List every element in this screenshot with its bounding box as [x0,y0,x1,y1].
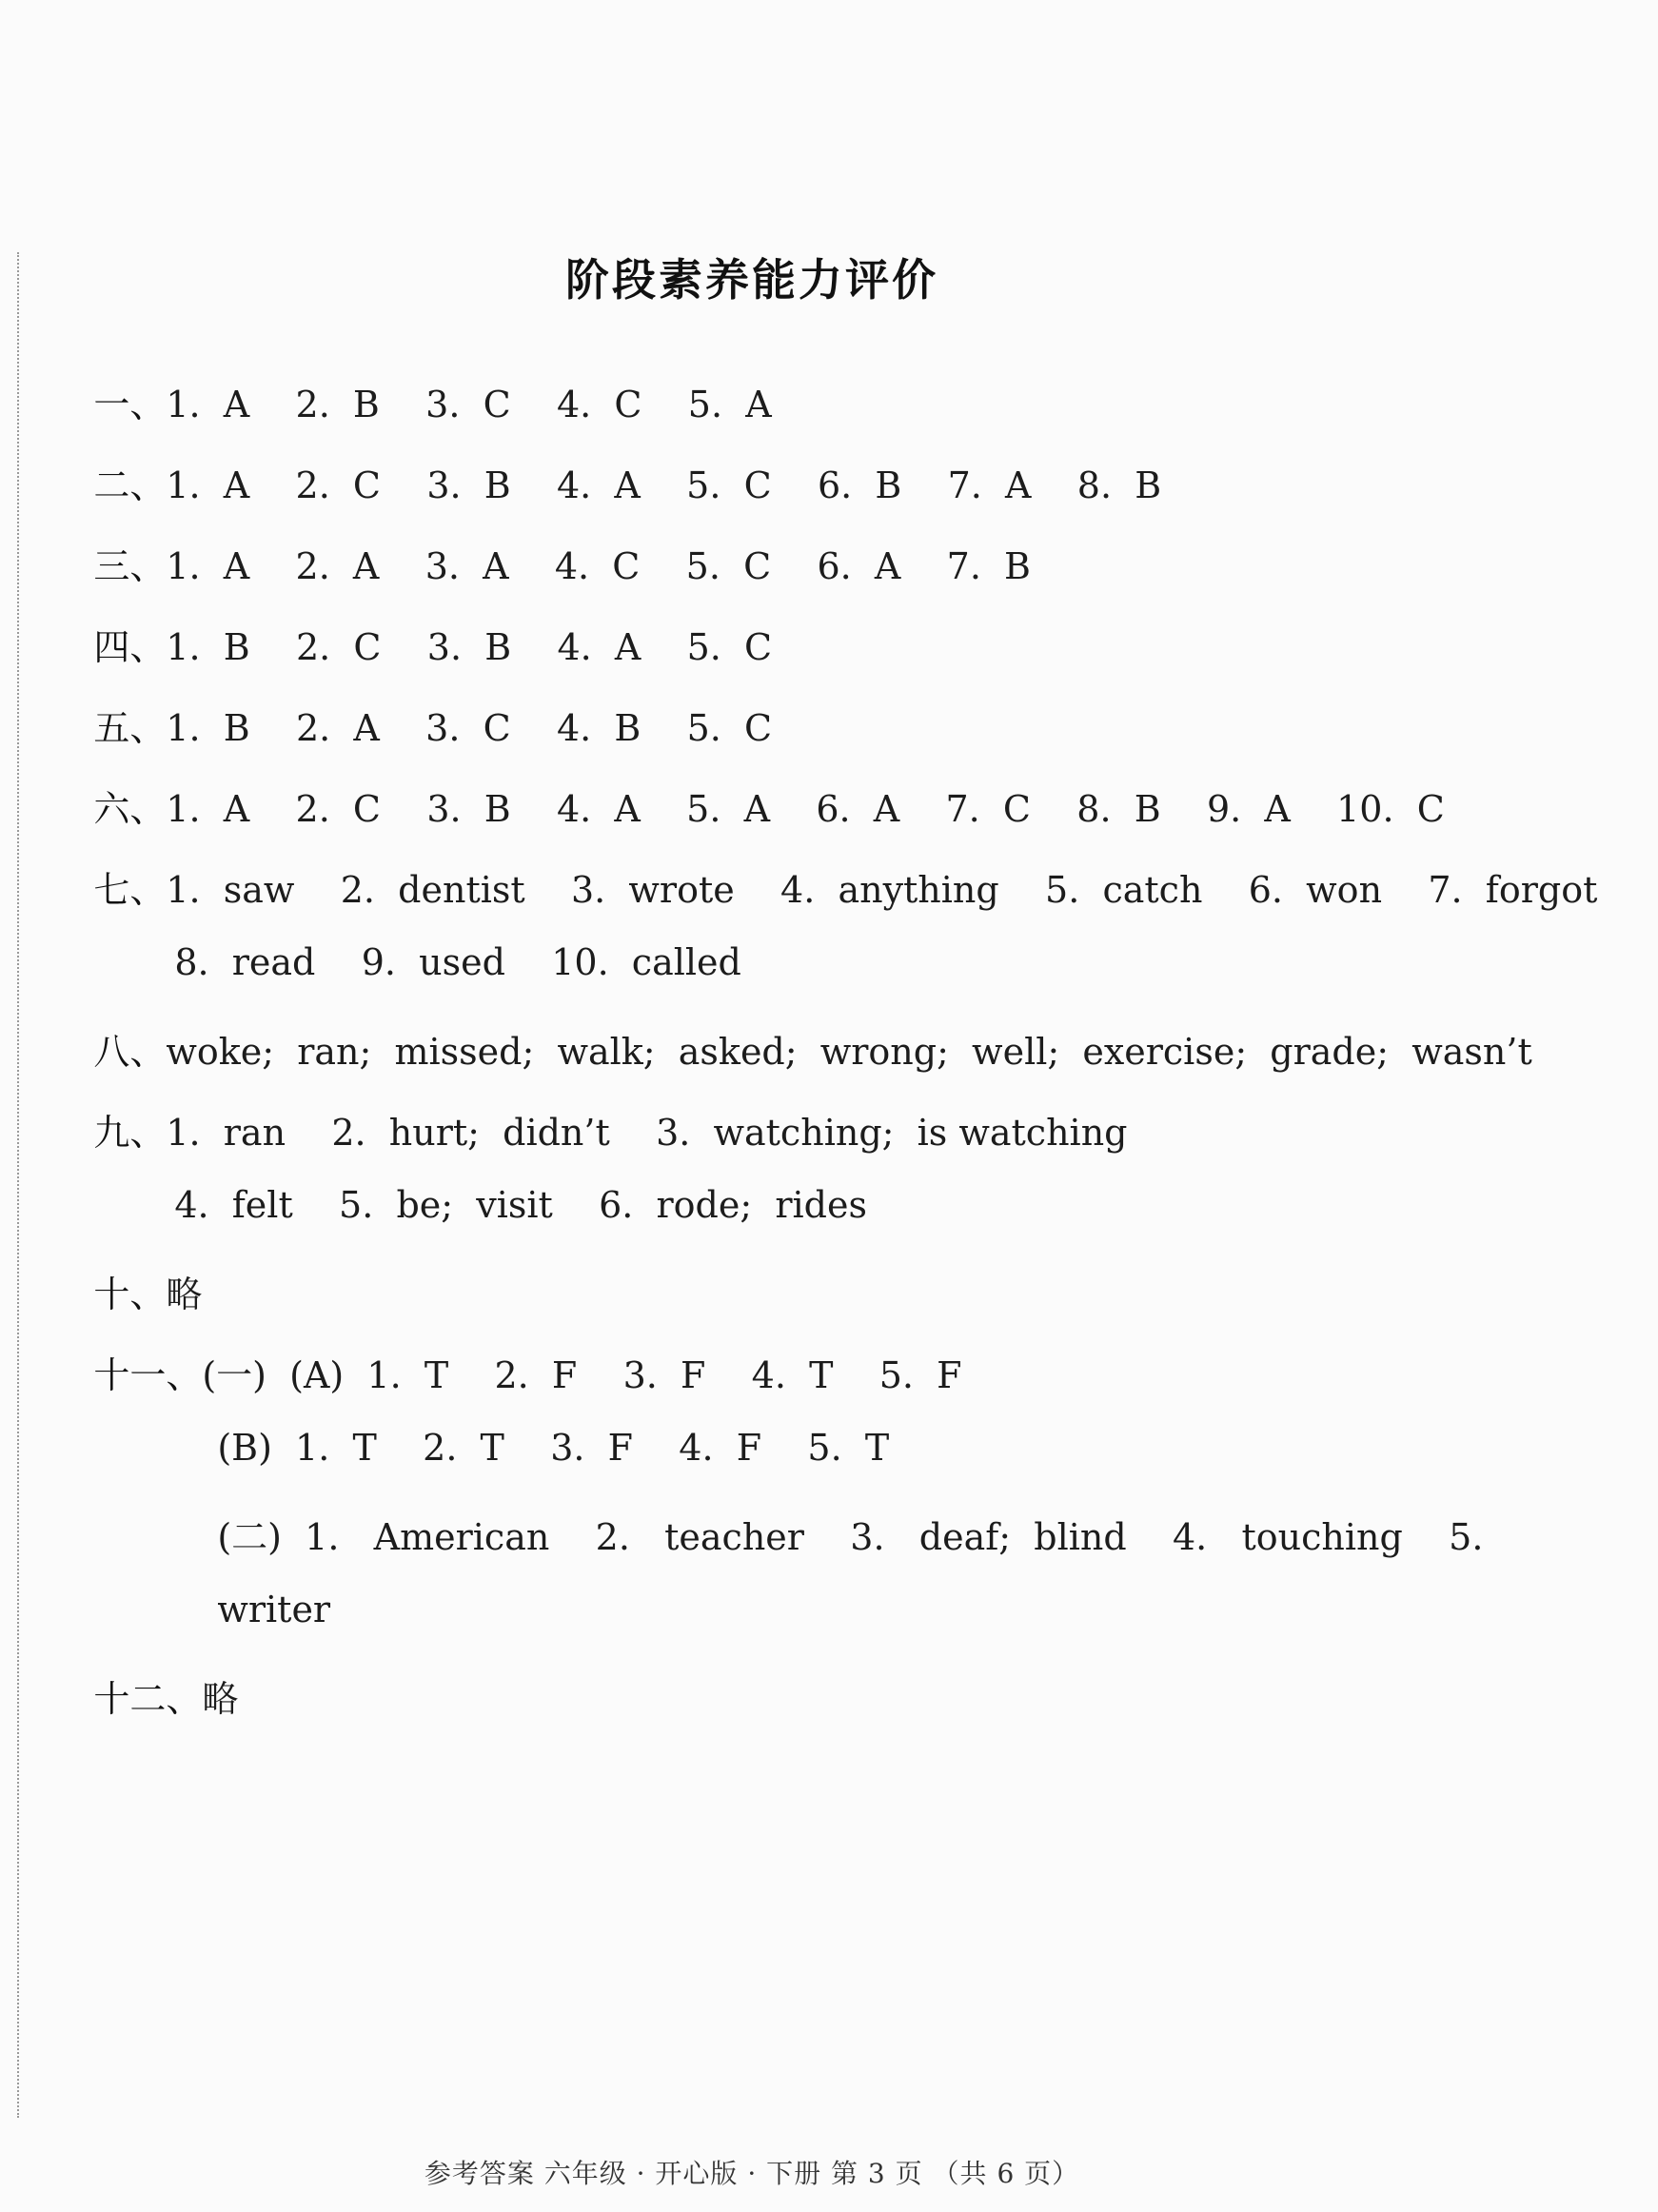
answer-line-11-part2 [171,1466,1483,1602]
section-label: 八、 [93,1031,167,1073]
answer-text: 1. A 2. C 3. B 4. A 5. A 6. A 7. C 8. B 9. A 10. C [166,788,1445,830]
section-label: 七、 [93,869,167,911]
answer-text: (一) (A) 1. T 2. F 3. F 4. T 5. F [202,1354,962,1396]
answer-text: 1. A 2. C 3. B 4. A 5. C 6. B 7. A 8. B [166,464,1162,506]
answer-text: 4. felt 5. be; visit 6. rode; rides [174,1184,867,1226]
answer-text: 1. A 2. A 3. A 4. C 5. C 6. A 7. B [166,545,1031,587]
answer-text: (B) 1. T 2. T 3. F 4. F 5. T [217,1427,890,1469]
answer-text: woke; ran; missed; walk; asked; wrong; well; exercise; grade; wasn’t [166,1031,1532,1073]
section-label: 十二、 [93,1678,203,1720]
answer-text: 1. B 2. C 3. B 4. A 5. C [166,626,773,668]
binding-dotted-line [17,252,19,2118]
section-label: 二、 [93,464,167,506]
section-label: 五、 [93,707,167,749]
answer-text: 略 [202,1678,239,1720]
answer-text: writer [217,1589,331,1630]
answer-text: 1. saw 2. dentist 3. wrote 4. anything 5. catch 6. won 7. forgot [166,869,1598,911]
answer-text: 略 [166,1274,203,1315]
section-label: 九、 [93,1112,167,1154]
section-label: 十一、 [93,1354,203,1396]
section-label: 一、 [93,384,167,425]
answer-line-9-continued [128,1142,867,1268]
answer-text: (二) 1. American 2. teacher 3. deaf; blind 4. touching 5. [217,1516,1484,1558]
page-title: 阶段素养能力评价 [565,254,938,306]
answer-text: 1. A 2. B 3. C 4. C 5. A [166,384,772,425]
answer-text: 1. ran 2. hurt; didn’t 3. watching; is watching [166,1112,1128,1154]
page-footer: 参考答案 六年级 · 开心版 · 下册 第 3 页 （共 6 页） [424,2158,1080,2189]
answer-text: 8. read 9. used 10. called [174,941,741,983]
section-label: 十、 [93,1274,167,1315]
answer-line-12 [48,1628,238,1764]
section-label: 三、 [93,545,167,587]
section-label: 六、 [93,788,167,830]
answer-text: 1. B 2. A 3. C 4. B 5. C [166,707,773,749]
section-label: 四、 [93,626,167,668]
